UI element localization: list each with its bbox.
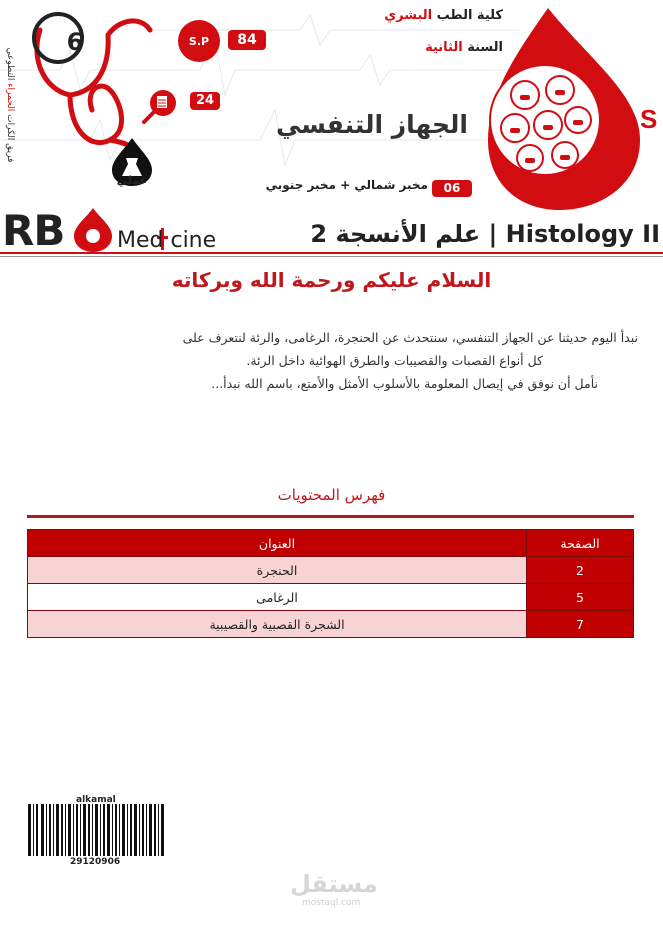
- svg-text:S: S: [640, 104, 658, 134]
- toc-row[interactable]: [28, 611, 634, 638]
- lecture-number: 6: [66, 28, 84, 56]
- toc-row-title[interactable]: الرغامى: [28, 584, 527, 611]
- toc-title: فهرس المحتويات: [277, 486, 386, 504]
- intro-line: نبدأ اليوم حديثنا عن الجهاز التنفسي، سنتحدث عن الحنجرة، الرغامى، والرئة لنتعرف على: [182, 330, 638, 345]
- year-prefix: السنة: [467, 40, 503, 55]
- lecture-topic: الجهاز التنفسي: [275, 110, 468, 139]
- team-side-text: [5, 25, 15, 185]
- toc-row-page: 5: [527, 584, 634, 611]
- toc-row-page: 7: [527, 611, 634, 638]
- sp-badge: S.P: [178, 20, 220, 62]
- academic-year: [425, 40, 503, 55]
- toc-header-row: [28, 530, 634, 557]
- toc-table: [27, 529, 634, 638]
- toc-row[interactable]: [28, 584, 634, 611]
- questions-count: 24: [190, 92, 220, 110]
- practical-label: عملي: [116, 174, 148, 187]
- intro-paragraph: [28, 326, 638, 395]
- toc-divider: [27, 515, 634, 518]
- faculty-highlight: البشري: [384, 8, 433, 23]
- toc-row-page: 2: [527, 557, 634, 584]
- barcode-label: alkamal: [76, 795, 116, 805]
- barcode-number: 29120906: [70, 857, 121, 867]
- magnifier-icon: [144, 90, 176, 122]
- brand-rb: RB: [2, 206, 65, 255]
- sp-count: 84: [228, 30, 266, 50]
- watermark-url: mostaql.com: [302, 898, 361, 908]
- greeting: السلام عليكم ورحمة الله وبركاته: [171, 268, 492, 292]
- toc-row[interactable]: [28, 557, 634, 584]
- course-title: علم الأنسجة 2 | Histology II: [310, 220, 660, 248]
- toc-header-page: الصفحة: [527, 530, 634, 557]
- faculty-prefix: كلية الطب: [436, 8, 503, 23]
- blood-drop-icon: [488, 8, 657, 210]
- team-highlight: الحمراء: [5, 83, 15, 112]
- intro-line: كل أنواع القصبات والقصيبات والطرق الهوائية داخل الرئة.: [246, 353, 543, 368]
- lab-writers: مخبر شمالي + مخبر جنوبي: [265, 178, 428, 192]
- brand-drop-icon: [74, 208, 112, 252]
- brand-medicine: Med cine: [117, 228, 217, 253]
- team-suffix: التطوعي: [5, 47, 15, 81]
- toc-row-title[interactable]: الحنجرة: [28, 557, 527, 584]
- toc-row-title[interactable]: الشجرة القصبية والقصيبية: [28, 611, 527, 638]
- faculty-name: [384, 8, 503, 23]
- watermark-logo: مستقل: [290, 870, 378, 898]
- toc-header-title: العنوان: [28, 530, 527, 557]
- intro-line: نأمل أن نوفق في إيصال المعلومة بالأسلوب الأمثل والأمتع، باسم الله نبدأ...: [211, 376, 598, 391]
- year-highlight: الثانية: [425, 40, 463, 55]
- barcode-bars: [28, 804, 164, 856]
- lab-number: 06: [432, 180, 472, 197]
- team-prefix: فريق الكرات: [5, 114, 15, 163]
